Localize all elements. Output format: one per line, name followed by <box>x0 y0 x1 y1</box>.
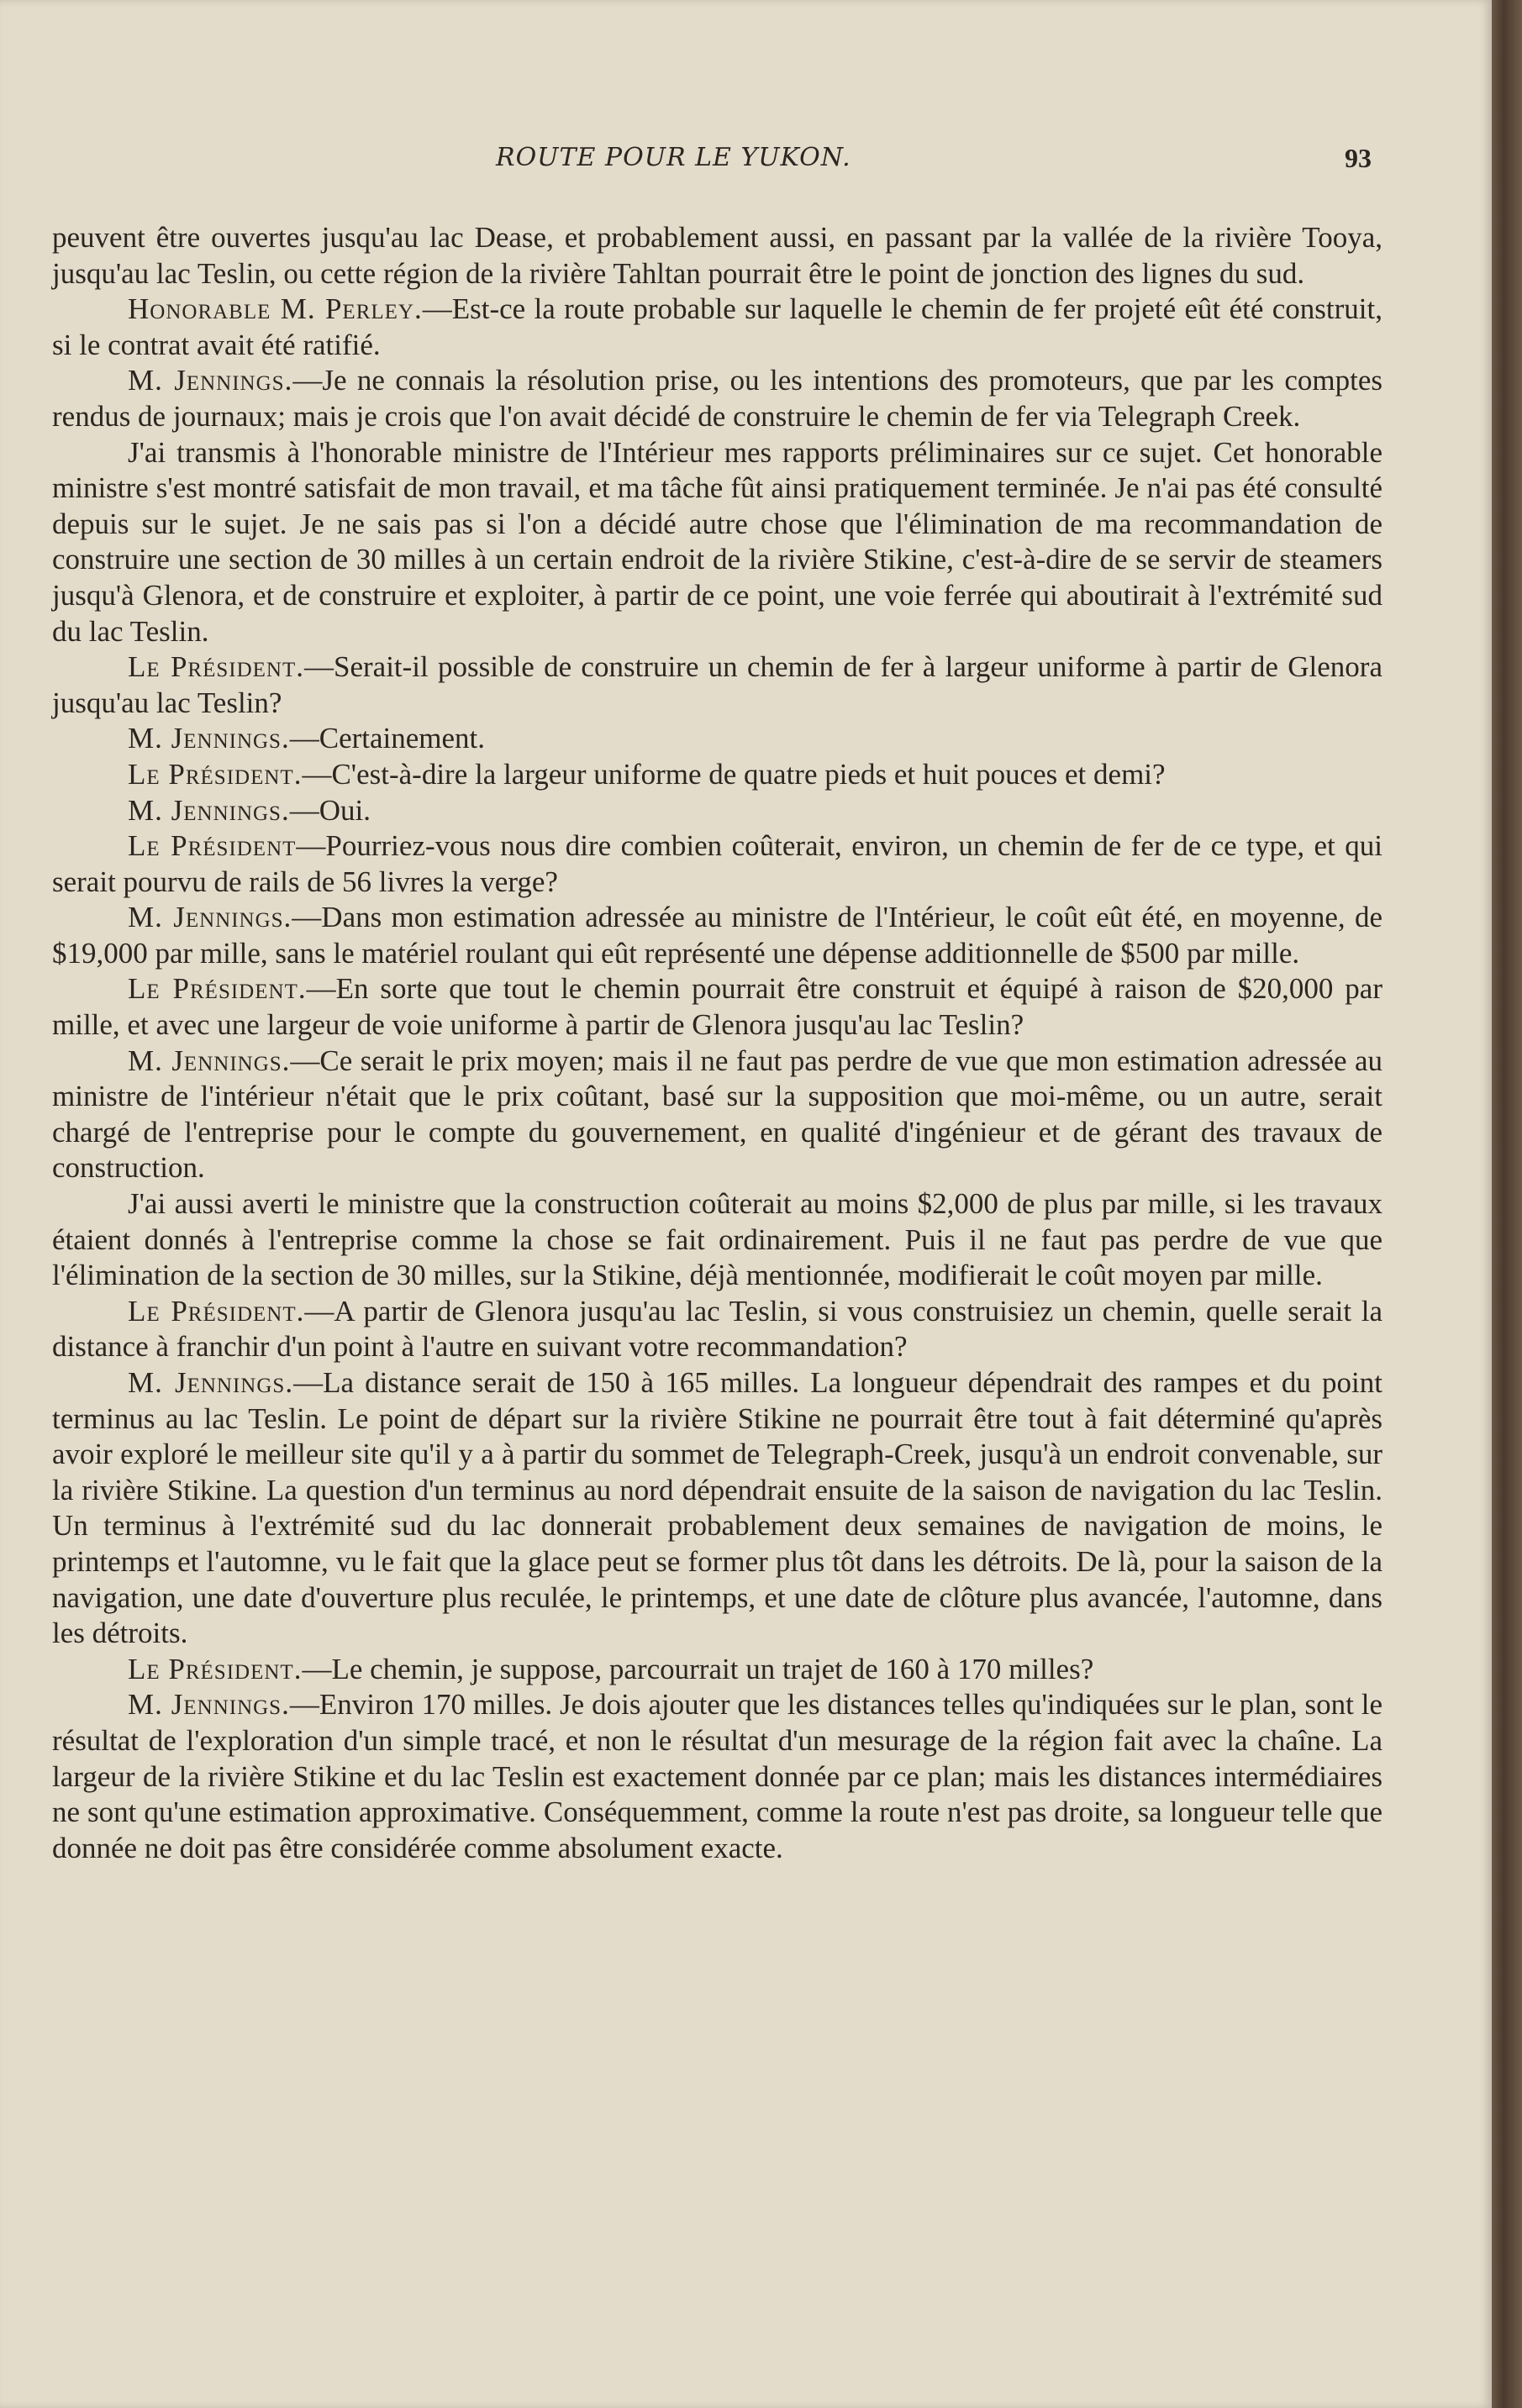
paragraph <box>52 1687 1382 1866</box>
speaker-name: Le Président. <box>128 757 303 791</box>
paragraph-text: —Je ne connais la résolution prise, ou les intentions des promoteurs, que par les comptes rendus de journaux; mais je crois que l'on avait décidé de construire le chemin de fer via Telegraph Creek. <box>52 364 1382 433</box>
speaker-name: Le Président <box>128 829 297 863</box>
paragraph-text: —Certainement. <box>289 722 486 755</box>
paragraph <box>52 649 1382 721</box>
paragraph <box>52 1652 1382 1688</box>
paragraph-text: —En sorte que tout le chemin pourrait être construit et équipé à raison de $20,000 par mille, et avec une largeur de voie uniforme à partir de Glenora jusqu'au lac Teslin? <box>52 972 1382 1042</box>
running-title: ROUTE POUR LE YUKON. <box>496 143 851 172</box>
paragraph <box>52 828 1382 900</box>
body-text <box>52 220 1382 1866</box>
paragraph-text: —Environ 170 milles. Je dois ajouter que les distances telles qu'indiquées sur le plan, sont le résultat de l'exploration d'un simple tracé, et non le résultat d'un mesurage de la région fait avec la chaîne. La largeur de la rivière Stikine et du lac Teslin est exactement donnée par ce plan; mais les distances intermédiaires ne sont qu'une estimation approximative. Conséquemment, comme la route n'est pas droite, sa longueur telle que donnée ne doit pas être considérée comme absolument exacte. <box>52 1688 1382 1864</box>
page-header <box>471 136 1399 178</box>
paragraph-text: —Ce serait le prix moyen; mais il ne faut pas perdre de vue que mon estimation adressée au ministre de l'intérieur n'était que le prix coûtant, basé sur la supposition que moi-même, ou un autre, serait chargé de l'entreprise pour le compte du gouvernement, en qualité d'ingénieur et de gérant des travaux de construction. <box>52 1044 1382 1185</box>
speaker-name: M. Jennings. <box>128 1688 290 1722</box>
paragraph-text: J'ai aussi averti le ministre que la construction coûterait au moins $2,000 de plus par mille, si les travaux étaient donnés à l'entreprise comme la chose se fait ordinairement. Puis il ne faut pas perdre de vue que l'élimination de la section de 30 milles, sur la Stikine, déjà mentionnée, modifierait le coût moyen par mille. <box>52 1187 1382 1292</box>
paragraph-text: —Oui. <box>289 793 371 827</box>
speaker-name: M. Jennings. <box>128 722 290 755</box>
paragraph-text: peuvent être ouvertes jusqu'au lac Dease, et probablement aussi, en passant par la vallée de la rivière Tooya, jusqu'au lac Teslin, ou cette région de la rivière Tahltan pourrait être le point de jonction des lignes du sud. <box>52 221 1382 290</box>
paragraph <box>52 793 1382 829</box>
speaker-name: Le Président. <box>128 1652 303 1685</box>
paragraph <box>52 900 1382 971</box>
paragraph <box>52 1365 1382 1652</box>
paragraph-text: —Est-ce la route probable sur laquelle le chemin de fer projeté eût été construit, si le contrat avait été ratifié. <box>52 292 1382 361</box>
paragraph <box>52 220 1382 292</box>
paragraph <box>52 292 1382 363</box>
speaker-name: M. Jennings. <box>128 364 293 397</box>
speaker-name: Honorable M. Perley. <box>128 292 423 326</box>
paragraph-text: —A partir de Glenora jusqu'au lac Teslin, si vous construisiez un chemin, quelle serait la distance à franchir d'un point à l'autre en suivant votre recommandation? <box>52 1294 1382 1364</box>
page-number: 93 <box>1345 143 1372 173</box>
paragraph <box>52 1294 1382 1365</box>
paragraph-text: —Serait-il possible de construire un chemin de fer à largeur uniforme à partir de Glenora jusqu'au lac Teslin? <box>52 650 1382 719</box>
speaker-name: Le Président. <box>128 650 304 684</box>
paragraph <box>52 721 1382 757</box>
speaker-name: M. Jennings. <box>128 1366 294 1399</box>
paragraph <box>52 757 1382 793</box>
paragraph <box>52 1044 1382 1186</box>
speaker-name: M. Jennings. <box>128 901 292 934</box>
paragraph-text: —La distance serait de 150 à 165 milles. La longueur dépendrait des rampes et du point terminus au lac Teslin. Le point de départ sur la rivière Stikine ne pourrait être tout à fait déterminé qu'après avoir exploré le meilleur site qu'il y a à partir du sommet de Telegraph-Creek, jusqu'à un endroit convenable, sur la rivière Stikine. La question d'un terminus au nord dépendrait ensuite de la saison de navigation du lac Teslin. Un terminus à l'extrémité sud du lac donnerait probablement deux semaines de navigation de moins, le printemps et l'automne, vu le fait que la glace peut se former plus tôt dans les détroits. De là, pour la saison de la navigation, une date d'ouverture plus reculée, le printemps, et une date de clôture plus avancée, l'automne, dans les détroits. <box>52 1366 1382 1650</box>
speaker-name: M. Jennings. <box>128 1044 291 1077</box>
speaker-name: Le Président. <box>128 972 307 1006</box>
paragraph <box>52 363 1382 434</box>
paragraph <box>52 1186 1382 1294</box>
paragraph <box>52 435 1382 650</box>
paragraph-text: J'ai transmis à l'honorable ministre de l'Intérieur mes rapports préliminaires sur ce sujet. Cet honorable ministre s'est montré satisfait de mon travail, et ma tâche fût ainsi pratiquement terminée. Je n'ai pas été consulté depuis sur le sujet. Je ne sais pas si l'on a décidé autre chose que l'élimination de ma recommandation de construire une section de 30 milles à un certain endroit de la rivière Stikine, c'est-à-dire de se servir de steamers jusqu'à Glenora, et de construire et exploiter, à partir de ce point, une voie ferrée qui aboutirait à l'extrémité sud du lac Teslin. <box>52 435 1382 648</box>
paragraph-text: —Pourriez-vous nous dire combien coûterait, environ, un chemin de fer de ce type, et qui serait pourvu de rails de 56 livres la verge? <box>52 829 1382 898</box>
paragraph-text: —C'est-à-dire la largeur uniforme de quatre pieds et huit pouces et demi? <box>302 757 1166 791</box>
paragraph-text: —Le chemin, je suppose, parcourrait un trajet de 160 à 170 milles? <box>302 1652 1094 1685</box>
paragraph-text: —Dans mon estimation adressée au ministre de l'Intérieur, le coût eût été, en moyenne, de $19,000 par mille, sans le matériel roulant qui eût représenté une dépense additionnelle de $500 par mille. <box>52 901 1382 970</box>
page-edge <box>1492 0 1522 2408</box>
speaker-name: M. Jennings. <box>128 793 290 827</box>
paragraph <box>52 971 1382 1043</box>
speaker-name: Le Président. <box>128 1294 305 1328</box>
